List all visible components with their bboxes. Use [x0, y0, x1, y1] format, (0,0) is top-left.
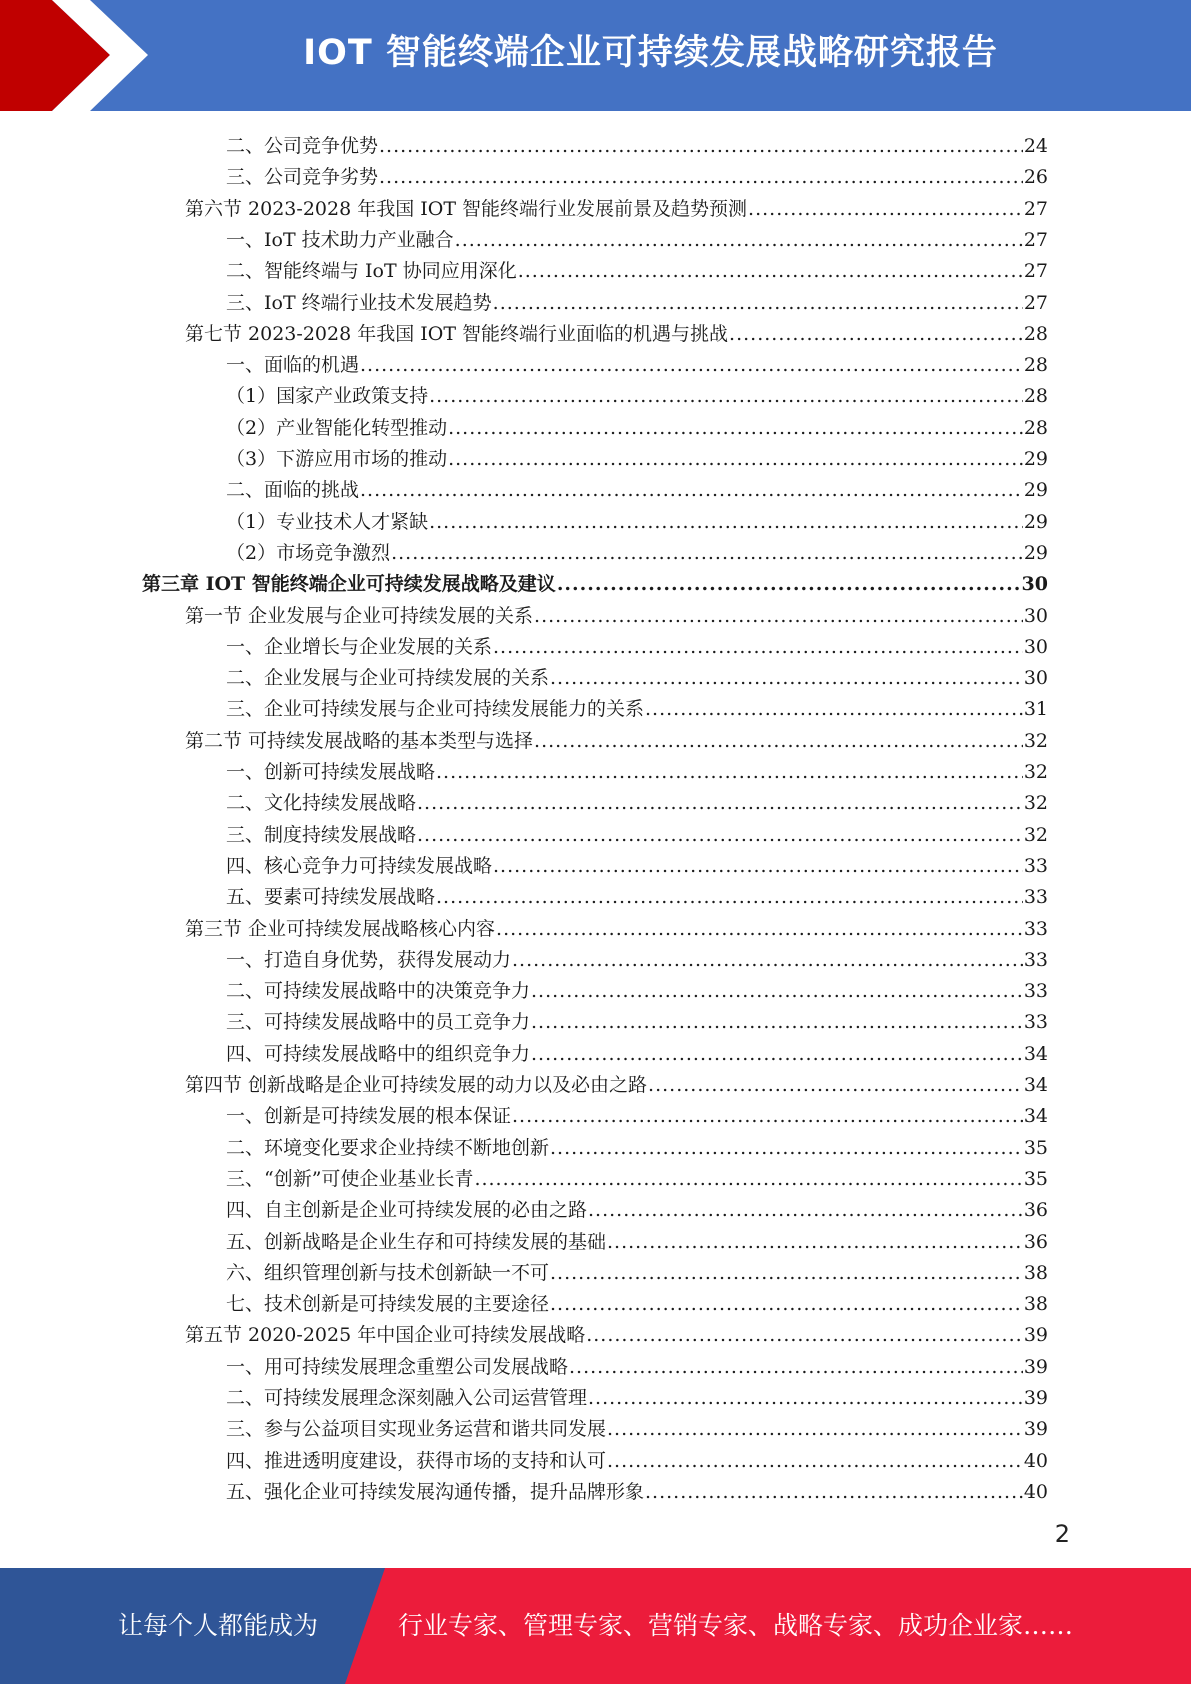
toc-entry-label: 二、公司竞争优势: [226, 135, 379, 157]
toc-entry[interactable]: [226, 628, 1048, 659]
toc-entry-page: 39: [1023, 1324, 1048, 1346]
toc-entry-label: 四、核心竞争力可持续发展战略: [226, 855, 493, 877]
toc-dot-leader: [493, 854, 1023, 878]
footer-slogan-right: 行业专家、管理专家、营销专家、战略专家、成功企业家……: [398, 1611, 1074, 1640]
toc-entry-page: 30: [1023, 636, 1048, 658]
toc-dot-leader: [417, 791, 1023, 815]
toc-entry-page: 29: [1023, 479, 1048, 501]
toc-entry-page: 36: [1023, 1199, 1048, 1221]
toc-entry[interactable]: [226, 284, 1048, 315]
toc-entry-label: 一、IoT 技术助力产业融合: [226, 229, 454, 251]
toc-entry-page: 33: [1023, 1011, 1048, 1033]
toc-entry-label: 一、企业增长与企业发展的关系: [226, 636, 493, 658]
toc-dot-leader: [531, 1010, 1023, 1034]
toc-entry-page: 39: [1023, 1356, 1048, 1378]
toc-entry-page: 30: [1023, 605, 1048, 627]
toc-dot-leader: [429, 384, 1023, 408]
toc-entry-label: 三、制度持续发展战略: [226, 824, 417, 846]
toc-entry[interactable]: [226, 816, 1048, 847]
toc-dot-leader: [586, 1323, 1023, 1347]
toc-entry-label: 一、创新是可持续发展的根本保证: [226, 1105, 512, 1127]
toc-entry[interactable]: [226, 659, 1048, 690]
toc-dot-leader: [588, 1386, 1023, 1410]
toc-entry-page: 40: [1023, 1450, 1048, 1472]
toc-dot-leader: [379, 165, 1023, 189]
toc-entry[interactable]: [226, 1285, 1048, 1316]
toc-entry[interactable]: [185, 190, 1048, 221]
toc-entry[interactable]: [226, 471, 1048, 502]
toc-entry[interactable]: [226, 1348, 1048, 1379]
toc-entry-label: 第三章 IOT 智能终端企业可持续发展战略及建议: [142, 573, 556, 595]
toc-entry[interactable]: [226, 1097, 1048, 1128]
toc-entry-page: 35: [1023, 1137, 1048, 1159]
toc-dot-leader: [493, 291, 1023, 315]
toc-entry-label: 五、创新战略是企业生存和可持续发展的基础: [226, 1231, 607, 1253]
toc-entry-page: 40: [1023, 1481, 1048, 1503]
toc-entry[interactable]: [185, 597, 1048, 628]
toc-entry-page: 27: [1023, 229, 1048, 251]
toc-entry[interactable]: [226, 1473, 1048, 1504]
toc-entry[interactable]: [226, 377, 1048, 408]
toc-entry-label: 二、可持续发展理念深刻融入公司运营管理: [226, 1387, 588, 1409]
toc-entry-page: 34: [1023, 1074, 1048, 1096]
toc-entry-page: 34: [1023, 1105, 1048, 1127]
toc-dot-leader: [729, 322, 1023, 346]
toc-entry-page: 32: [1023, 761, 1048, 783]
toc-dot-leader: [550, 1136, 1023, 1160]
toc-entry-label: 二、智能终端与 IoT 协同应用深化: [226, 260, 517, 282]
toc-entry[interactable]: [226, 878, 1048, 909]
toc-entry-label: 六、组织管理创新与技术创新缺一不可: [226, 1262, 550, 1284]
toc-dot-leader: [429, 510, 1023, 534]
header-title: IOT 智能终端企业可持续发展战略研究报告: [303, 33, 998, 73]
toc-entry[interactable]: [226, 753, 1048, 784]
toc-entry-label: 四、推进透明度建设，获得市场的支持和认可: [226, 1450, 607, 1472]
toc-entry-label: 三、可持续发展战略中的员工竞争力: [226, 1011, 531, 1033]
toc-dot-leader: [588, 1198, 1023, 1222]
toc-entry-label: （1）专业技术人才紧缺: [226, 511, 429, 533]
toc-dot-leader: [360, 353, 1023, 377]
page-header: [0, 0, 1191, 111]
toc-entry[interactable]: [185, 315, 1048, 346]
toc-entry-page: 28: [1023, 323, 1048, 345]
toc-entry-page: 30: [1021, 573, 1048, 595]
toc-dot-leader: [534, 729, 1023, 753]
toc-entry-label: 七、技术创新是可持续发展的主要途径: [226, 1293, 550, 1315]
toc-entry-page: 28: [1023, 417, 1048, 439]
toc-entry[interactable]: [226, 1410, 1048, 1441]
toc-dot-leader: [550, 1261, 1023, 1285]
toc-entry[interactable]: [226, 158, 1048, 189]
toc-entry-page: 27: [1023, 260, 1048, 282]
toc-dot-leader: [645, 1480, 1023, 1504]
toc-dot-leader: [417, 823, 1023, 847]
toc-entry-page: 38: [1023, 1293, 1048, 1315]
toc-entry-page: 24: [1023, 135, 1048, 157]
toc-dot-leader: [493, 635, 1023, 659]
toc-dot-leader: [534, 604, 1023, 628]
toc-entry-label: 第一节 企业发展与企业可持续发展的关系: [185, 605, 534, 627]
toc-entry-label: 三、“创新”可使企业基业长青: [226, 1168, 474, 1190]
toc-entry-label: 第七节 2023-2028 年我国 IOT 智能终端行业面临的机遇与挑战: [185, 323, 729, 345]
toc-entry[interactable]: [226, 127, 1048, 158]
toc-entry[interactable]: [226, 1254, 1048, 1285]
toc-entry[interactable]: [226, 690, 1048, 721]
toc-dot-leader: [648, 1073, 1023, 1097]
toc-entry-page: 39: [1023, 1387, 1048, 1409]
toc-dot-leader: [607, 1417, 1023, 1441]
toc-entry[interactable]: [226, 534, 1048, 565]
toc-entry-page: 33: [1023, 855, 1048, 877]
toc-entry-page: 30: [1023, 667, 1048, 689]
toc-entry-label: 一、用可持续发展理念重塑公司发展战略: [226, 1356, 569, 1378]
toc-entry-label: 二、环境变化要求企业持续不断地创新: [226, 1137, 550, 1159]
toc-entry-label: 一、创新可持续发展战略: [226, 761, 436, 783]
toc-entry-label: 三、参与公益项目实现业务运营和谐共同发展: [226, 1418, 607, 1440]
toc-entry[interactable]: [226, 784, 1048, 815]
toc-entry-label: （2）市场竞争激烈: [226, 542, 391, 564]
toc-entry-page: 32: [1023, 730, 1048, 752]
toc-entry-page: 29: [1023, 448, 1048, 470]
toc-entry-page: 35: [1023, 1168, 1048, 1190]
toc-entry-page: 27: [1023, 198, 1048, 220]
toc-entry[interactable]: [185, 910, 1048, 941]
toc-entry[interactable]: [226, 941, 1048, 972]
toc-entry[interactable]: [226, 1035, 1048, 1066]
toc-entry-page: 36: [1023, 1231, 1048, 1253]
toc-entry-page: 26: [1023, 166, 1048, 188]
toc-entry-label: 第五节 2020-2025 年中国企业可持续发展战略: [185, 1324, 586, 1346]
toc-entry[interactable]: [226, 847, 1048, 878]
toc-entry[interactable]: [226, 440, 1048, 471]
toc-dot-leader: [436, 760, 1023, 784]
toc-entry[interactable]: [226, 1442, 1048, 1473]
toc-entry[interactable]: [185, 722, 1048, 753]
toc-dot-leader: [531, 979, 1023, 1003]
toc-dot-leader: [748, 197, 1023, 221]
toc-entry-label: 二、面临的挑战: [226, 479, 360, 501]
page-footer: [0, 1568, 1191, 1684]
toc-entry-label: 三、IoT 终端行业技术发展趋势: [226, 292, 492, 314]
toc-entry-page: 32: [1023, 824, 1048, 846]
toc-entry[interactable]: [226, 972, 1048, 1003]
toc-entry-label: 四、自主创新是企业可持续发展的必由之路: [226, 1199, 588, 1221]
toc-entry-page: 33: [1023, 886, 1048, 908]
toc-entry-page: 31: [1023, 698, 1048, 720]
toc-entry-label: 二、可持续发展战略中的决策竞争力: [226, 980, 531, 1002]
toc-dot-leader: [518, 259, 1023, 283]
toc-dot-leader: [379, 134, 1023, 158]
toc-entry-page: 28: [1023, 354, 1048, 376]
toc-entry[interactable]: [226, 1379, 1048, 1410]
toc-entry-page: 28: [1023, 385, 1048, 407]
toc-entry-page: 33: [1023, 980, 1048, 1002]
toc-entry-label: 一、打造自身优势，获得发展动力: [226, 949, 512, 971]
toc-dot-leader: [569, 1355, 1023, 1379]
toc-entry-label: 三、企业可持续发展与企业可持续发展能力的关系: [226, 698, 645, 720]
toc-dot-leader: [512, 948, 1023, 972]
toc-entry[interactable]: [226, 1160, 1048, 1191]
toc-entry[interactable]: [226, 1191, 1048, 1222]
toc-dot-leader: [550, 1292, 1023, 1316]
toc-entry[interactable]: [226, 503, 1048, 534]
toc-entry-label: 二、企业发展与企业可持续发展的关系: [226, 667, 550, 689]
toc-dot-leader: [645, 697, 1023, 721]
toc-entry-label: 五、强化企业可持续发展沟通传播，提升品牌形象: [226, 1481, 645, 1503]
toc-dot-leader: [448, 416, 1023, 440]
toc-entry-page: 29: [1023, 511, 1048, 533]
toc-entry[interactable]: [142, 565, 1048, 596]
toc-entry[interactable]: [226, 1223, 1048, 1254]
toc-dot-leader: [360, 478, 1023, 502]
toc-dot-leader: [448, 447, 1023, 471]
footer-slogan-left: 让每个人都能成为: [118, 1611, 319, 1640]
toc-entry-label: 第四节 创新战略是企业可持续发展的动力以及必由之路: [185, 1074, 648, 1096]
toc-entry-page: 33: [1023, 949, 1048, 971]
toc-dot-leader: [391, 541, 1023, 565]
toc-entry-label: （1）国家产业政策支持: [226, 385, 429, 407]
toc-dot-leader: [474, 1167, 1022, 1191]
toc-dot-leader: [436, 885, 1023, 909]
toc-entry[interactable]: [185, 1316, 1048, 1347]
toc-entry-label: 四、可持续发展战略中的组织竞争力: [226, 1043, 531, 1065]
toc-dot-leader: [607, 1449, 1023, 1473]
toc-entry-page: 39: [1023, 1418, 1048, 1440]
toc-dot-leader: [512, 1104, 1023, 1128]
toc-entry[interactable]: [226, 221, 1048, 252]
toc-entry[interactable]: [226, 1129, 1048, 1160]
toc-entry-page: 38: [1023, 1262, 1048, 1284]
toc-entry-label: 第三节 企业可持续发展战略核心内容: [185, 918, 496, 940]
toc-entry[interactable]: [226, 1003, 1048, 1034]
toc-entry-page: 33: [1023, 918, 1048, 940]
toc-dot-leader: [550, 666, 1023, 690]
toc-entry-label: （2）产业智能化转型推动: [226, 417, 448, 439]
toc-entry-page: 34: [1023, 1043, 1048, 1065]
toc-dot-leader: [455, 228, 1023, 252]
toc-entry-page: 32: [1023, 792, 1048, 814]
toc-entry-label: 第二节 可持续发展战略的基本类型与选择: [185, 730, 534, 752]
toc-entry[interactable]: [226, 346, 1048, 377]
toc-entry[interactable]: [226, 252, 1048, 283]
toc-dot-leader: [607, 1230, 1023, 1254]
toc-dot-leader: [557, 572, 1021, 596]
toc-entry[interactable]: [185, 1066, 1048, 1097]
toc-entry-label: 二、文化持续发展战略: [226, 792, 417, 814]
toc-dot-leader: [496, 917, 1023, 941]
toc-entry-page: 27: [1023, 292, 1048, 314]
toc-entry-label: （3）下游应用市场的推动: [226, 448, 448, 470]
toc-entry[interactable]: [226, 409, 1048, 440]
toc-dot-leader: [531, 1042, 1023, 1066]
toc-entry-label: 五、要素可持续发展战略: [226, 886, 436, 908]
toc-entry-label: 第六节 2023-2028 年我国 IOT 智能终端行业发展前景及趋势预测: [185, 198, 748, 220]
toc-entry-label: 一、面临的机遇: [226, 354, 360, 376]
toc-entry-label: 三、公司竞争劣势: [226, 166, 379, 188]
page-number: 2: [1054, 1520, 1070, 1548]
toc-entry-page: 29: [1023, 542, 1048, 564]
